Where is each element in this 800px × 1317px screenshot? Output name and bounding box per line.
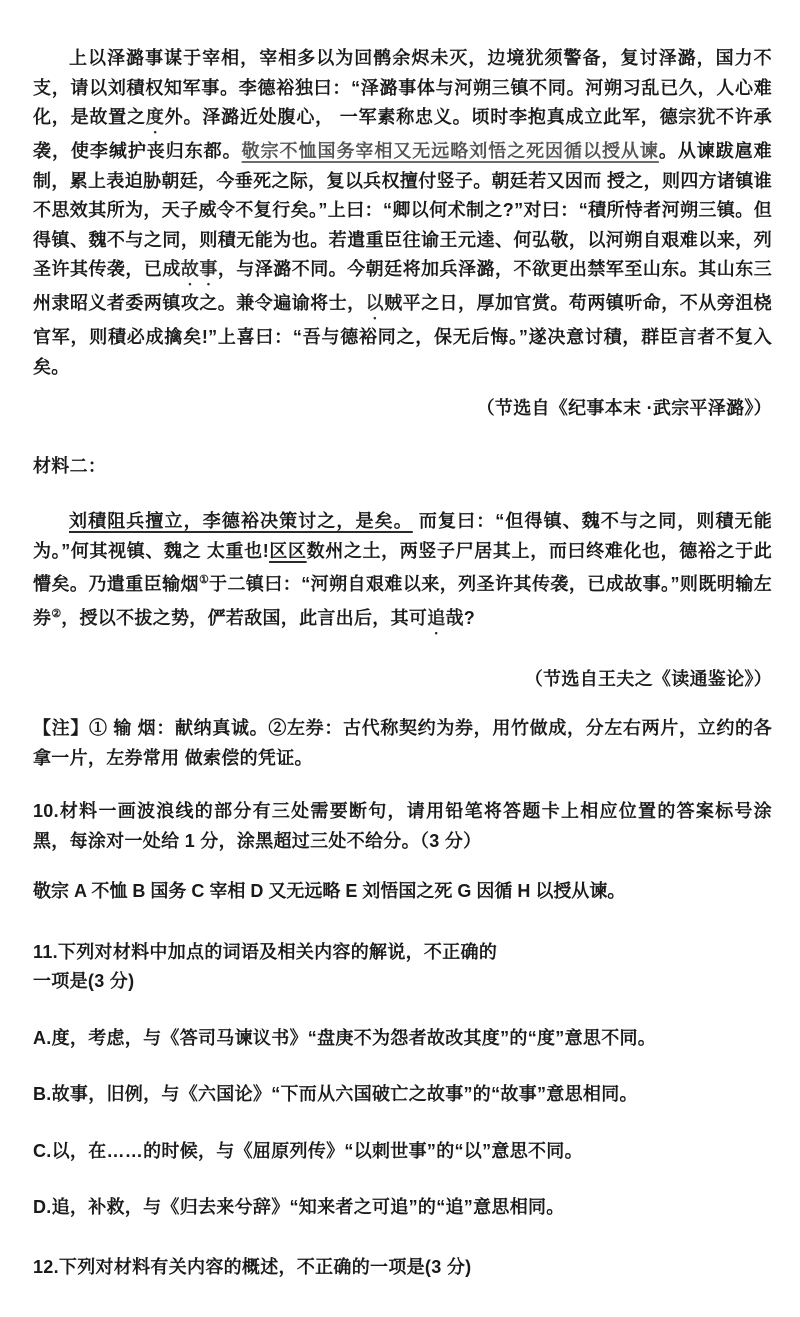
text-segment-underline: 区区 xyxy=(269,540,307,561)
material-two-label: 材料二： xyxy=(33,455,107,476)
material-two-citation: （节选自王夫之《读通鉴论》） xyxy=(524,668,772,689)
text-segment-sup: ① xyxy=(198,574,209,586)
text-segment-dot: 故事 xyxy=(180,259,218,279)
text-segment-sup: ② xyxy=(51,607,62,620)
text-segment-underline: 刘積阻兵擅立，李德裕决策讨之，是矣。 xyxy=(69,511,413,531)
text-segment-dot: 追 xyxy=(427,607,446,628)
question-11-stem-line2: 一项是(3 分) xyxy=(33,971,135,991)
text-segment-plain: 而复曰：“但得镇、魏不与之同，则積无能为。”何其视镇、魏之 太重也! xyxy=(33,511,772,561)
text-segment-plain: 上以泽潞事谋于宰相，宰相多以为回鹘余烬未灭，边境犹须警备，复讨泽潞，国力不支，请以刘積权知军事。李德裕独曰：“泽潞事体与河朔三镇不同。河朔习乱已久，人心难化，是故置之 xyxy=(33,48,772,127)
footnote: 【注】① 输 烟：献纳真诚。②左券：古代称契约为券，用竹做成，分左右两片，立约的各拿一片，左券常用 做索偿的凭证。 xyxy=(33,718,772,768)
text-segment-plain: 外。泽潞近处腹心， 一军素称忠义。顷时李抱真成立此军，德宗犹不许承袭，使李缄护丧归东都。 xyxy=(33,107,772,161)
text-segment-plain: 。从谏跋扈难制，累上表迫胁朝廷，今垂死之际，复以兵权擅付竖子。朝廷若又因而 授之，则四方诸镇谁不思效其所为，天子威令不复行矣。”上曰：“卿以何术制之?”对曰：“積所恃者河朔三镇。但得镇、魏不与之同，则積无能为也。若遣重臣往谕王元逵、何弘敬，以河朔自艰难以来，列圣许其传袭，已成 xyxy=(33,141,772,279)
text-segment-plain: 数州之土，两竖子尸居其上，而曰终难化也，德裕之于此懵矣。乃遣重臣输烟 xyxy=(33,540,773,594)
material-two-paragraph xyxy=(33,507,772,638)
question-11-stem-line1: 11.下列对材料中加点的词语及相关内容的解说，不正确的 xyxy=(33,941,498,962)
text-segment-dot: 度 xyxy=(145,107,165,127)
text-segment-plain: ，与泽潞不同。今朝廷将加兵泽潞，不欲更出禁军至山东。其山东三州隶昭义者委两镇攻之。兼令遍谕将士， xyxy=(33,259,773,313)
text-segment-plain: 哉? xyxy=(445,607,476,628)
text-segment-plain: 贼平之日，厚加官赏。苟两镇听命，不从旁沮桡官军，则積必成擒矣!”上喜曰：“吾与德裕同之，保无后悔。”遂决意讨積，群臣言者不复入矣。 xyxy=(33,293,772,377)
material-one-citation: （节选自《纪事本末 ·武宗平泽潞》） xyxy=(476,398,772,418)
question-11-option-d: D.追，补救，与《归去来兮辞》“知来者之可追”的“追”意思相同。 xyxy=(33,1197,565,1217)
question-10-stem: 10.材料一画波浪线的部分有三处需要断句，请用铅笔将答题卡上相应位置的答案标号涂黑，每涂对一处给 1 分，涂黑超过三处不给分。（3 分） xyxy=(33,801,772,851)
text-segment-dot: 以 xyxy=(365,293,385,313)
text-segment-plain: ，授以不拔之势，俨若敌国，此言出后，其可 xyxy=(61,607,428,628)
question-11-option-c: C.以，在……的时候，与《屈原列传》“以刺世事”的“以”意思不同。 xyxy=(33,1140,583,1161)
question-11-option-a: A.度，考虑，与《答司马谏议书》“盘庚不为怨者故改其度”的“度”意思不同。 xyxy=(33,1027,657,1048)
text-segment-plain: 于二镇曰：“河朔自艰难以来，列圣许其传袭，已成故事。”则既明输左券 xyxy=(33,574,772,628)
material-one-paragraph xyxy=(33,44,772,382)
question-10-sentence-break-line: 敬宗 A 不恤 B 国务 C 宰相 D 又无远略 E 刘悟国之死 G 因循 H 以授从谏。 xyxy=(33,881,626,901)
question-12-stem: 12.下列对材料有关内容的概述，不正确的一项是(3 分) xyxy=(33,1256,472,1277)
question-11-option-b: B.故事，旧例，与《六国论》“下而从六国破亡之故事”的“故事”意思相同。 xyxy=(33,1084,638,1104)
text-segment-wavy: 敬宗不恤国务宰相又无远略刘悟之死因循以授从谏 xyxy=(241,141,659,161)
